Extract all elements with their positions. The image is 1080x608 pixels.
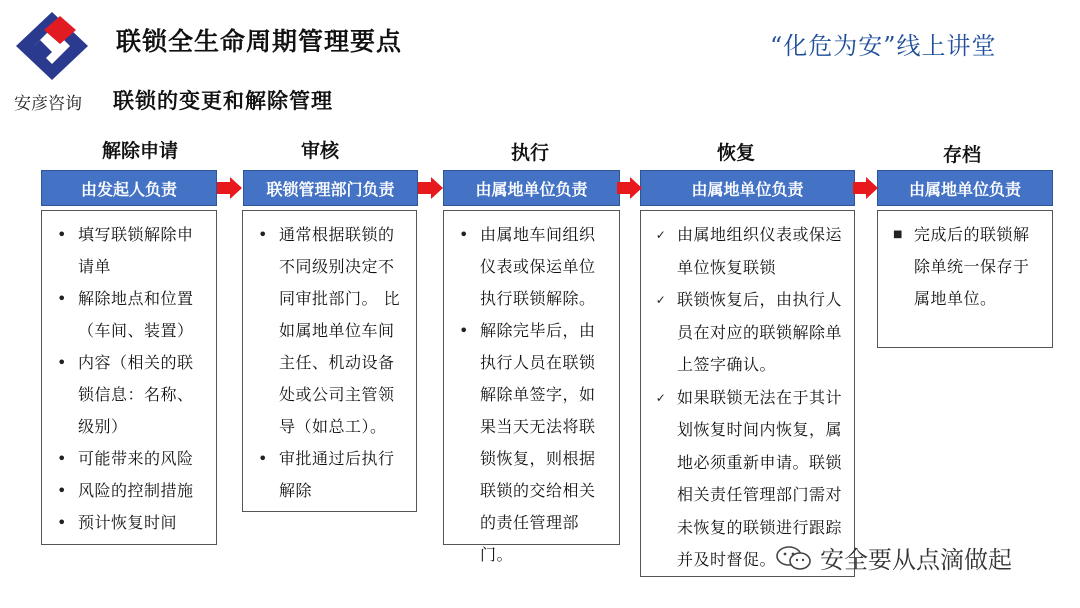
step-title-restore: 恢复 — [716, 142, 755, 164]
list-item: • 解除地点和位置（车间、装置） — [57, 289, 194, 340]
wechat-icon — [774, 544, 814, 572]
step-box-archive — [877, 210, 1053, 348]
step-box-review — [242, 210, 417, 512]
list-item: ✓ 如果联锁无法在于其计划恢复时间内恢复，属地必须重新申请。联锁相关责任管理部门需对未恢复的联锁进行跟踪并及时督促。 — [655, 387, 843, 569]
list-item: • 填写联锁解除申请单 — [57, 225, 194, 276]
watermark — [774, 540, 1012, 575]
step-bar-execute: 由属地单位负责 — [443, 170, 620, 206]
list-item: ✓ 由属地组织仪表或保运单位恢复联锁 — [655, 225, 843, 277]
list-item: • 可能带来的风险 — [57, 449, 194, 468]
page-title: 联锁全生命周期管理要点 — [116, 27, 403, 56]
step-bar-apply: 由发起人负责 — [41, 170, 217, 206]
step-bar-review: 联锁管理部门负责 — [243, 170, 418, 206]
list-item: • 预计恢复时间 — [57, 513, 178, 532]
watermark-text: 安全要从点滴做起 — [820, 546, 1012, 574]
arrow-right-icon — [217, 177, 242, 199]
slogan: “化危为安”线上讲堂 — [770, 32, 997, 60]
step-title-execute: 执行 — [510, 142, 549, 164]
list-item: • 风险的控制措施 — [57, 481, 194, 500]
step-box-apply — [41, 210, 217, 545]
list-item: • 审批通过后执行解除 — [258, 449, 395, 500]
company-name: 安彦咨询 — [14, 94, 82, 114]
company-logo-icon — [14, 10, 90, 82]
list-item: ■ 完成后的联锁解除单统一保存于属地单位。 — [893, 225, 1030, 308]
step-title-review: 审核 — [300, 140, 339, 162]
list-item: • 通常根据联锁的不同级别决定不同审批部门。 比如属地单位车间主任、机动设备处或公司主管领导（如总工）。 — [258, 225, 401, 436]
step-bar-archive: 由属地单位负责 — [877, 170, 1053, 206]
list-item: • 解除完毕后，由执行人员在联锁解除单签字，如果当天无法将联锁恢复，则根据联锁的交给相关的责任管理部门。 — [459, 321, 596, 564]
list-item: • 由属地车间组织仪表或保运单位执行联锁解除。 — [459, 225, 596, 308]
page-subtitle: 联锁的变更和解除管理 — [113, 88, 333, 113]
step-bar-restore: 由属地单位负责 — [640, 170, 855, 206]
arrow-right-icon — [418, 177, 443, 199]
step-title-apply: 解除申请 — [101, 140, 178, 162]
step-box-execute — [443, 210, 620, 564]
list-item: ✓ 联锁恢复后，由执行人员在对应的联锁解除单上签字确认。 — [655, 290, 843, 374]
step-box-restore — [640, 210, 855, 577]
step-title-archive: 存档 — [942, 144, 981, 166]
arrow-right-icon — [853, 177, 878, 199]
arrow-right-icon — [617, 177, 642, 199]
list-item: • 内容（相关的联锁信息：名称、级别） — [57, 353, 194, 436]
